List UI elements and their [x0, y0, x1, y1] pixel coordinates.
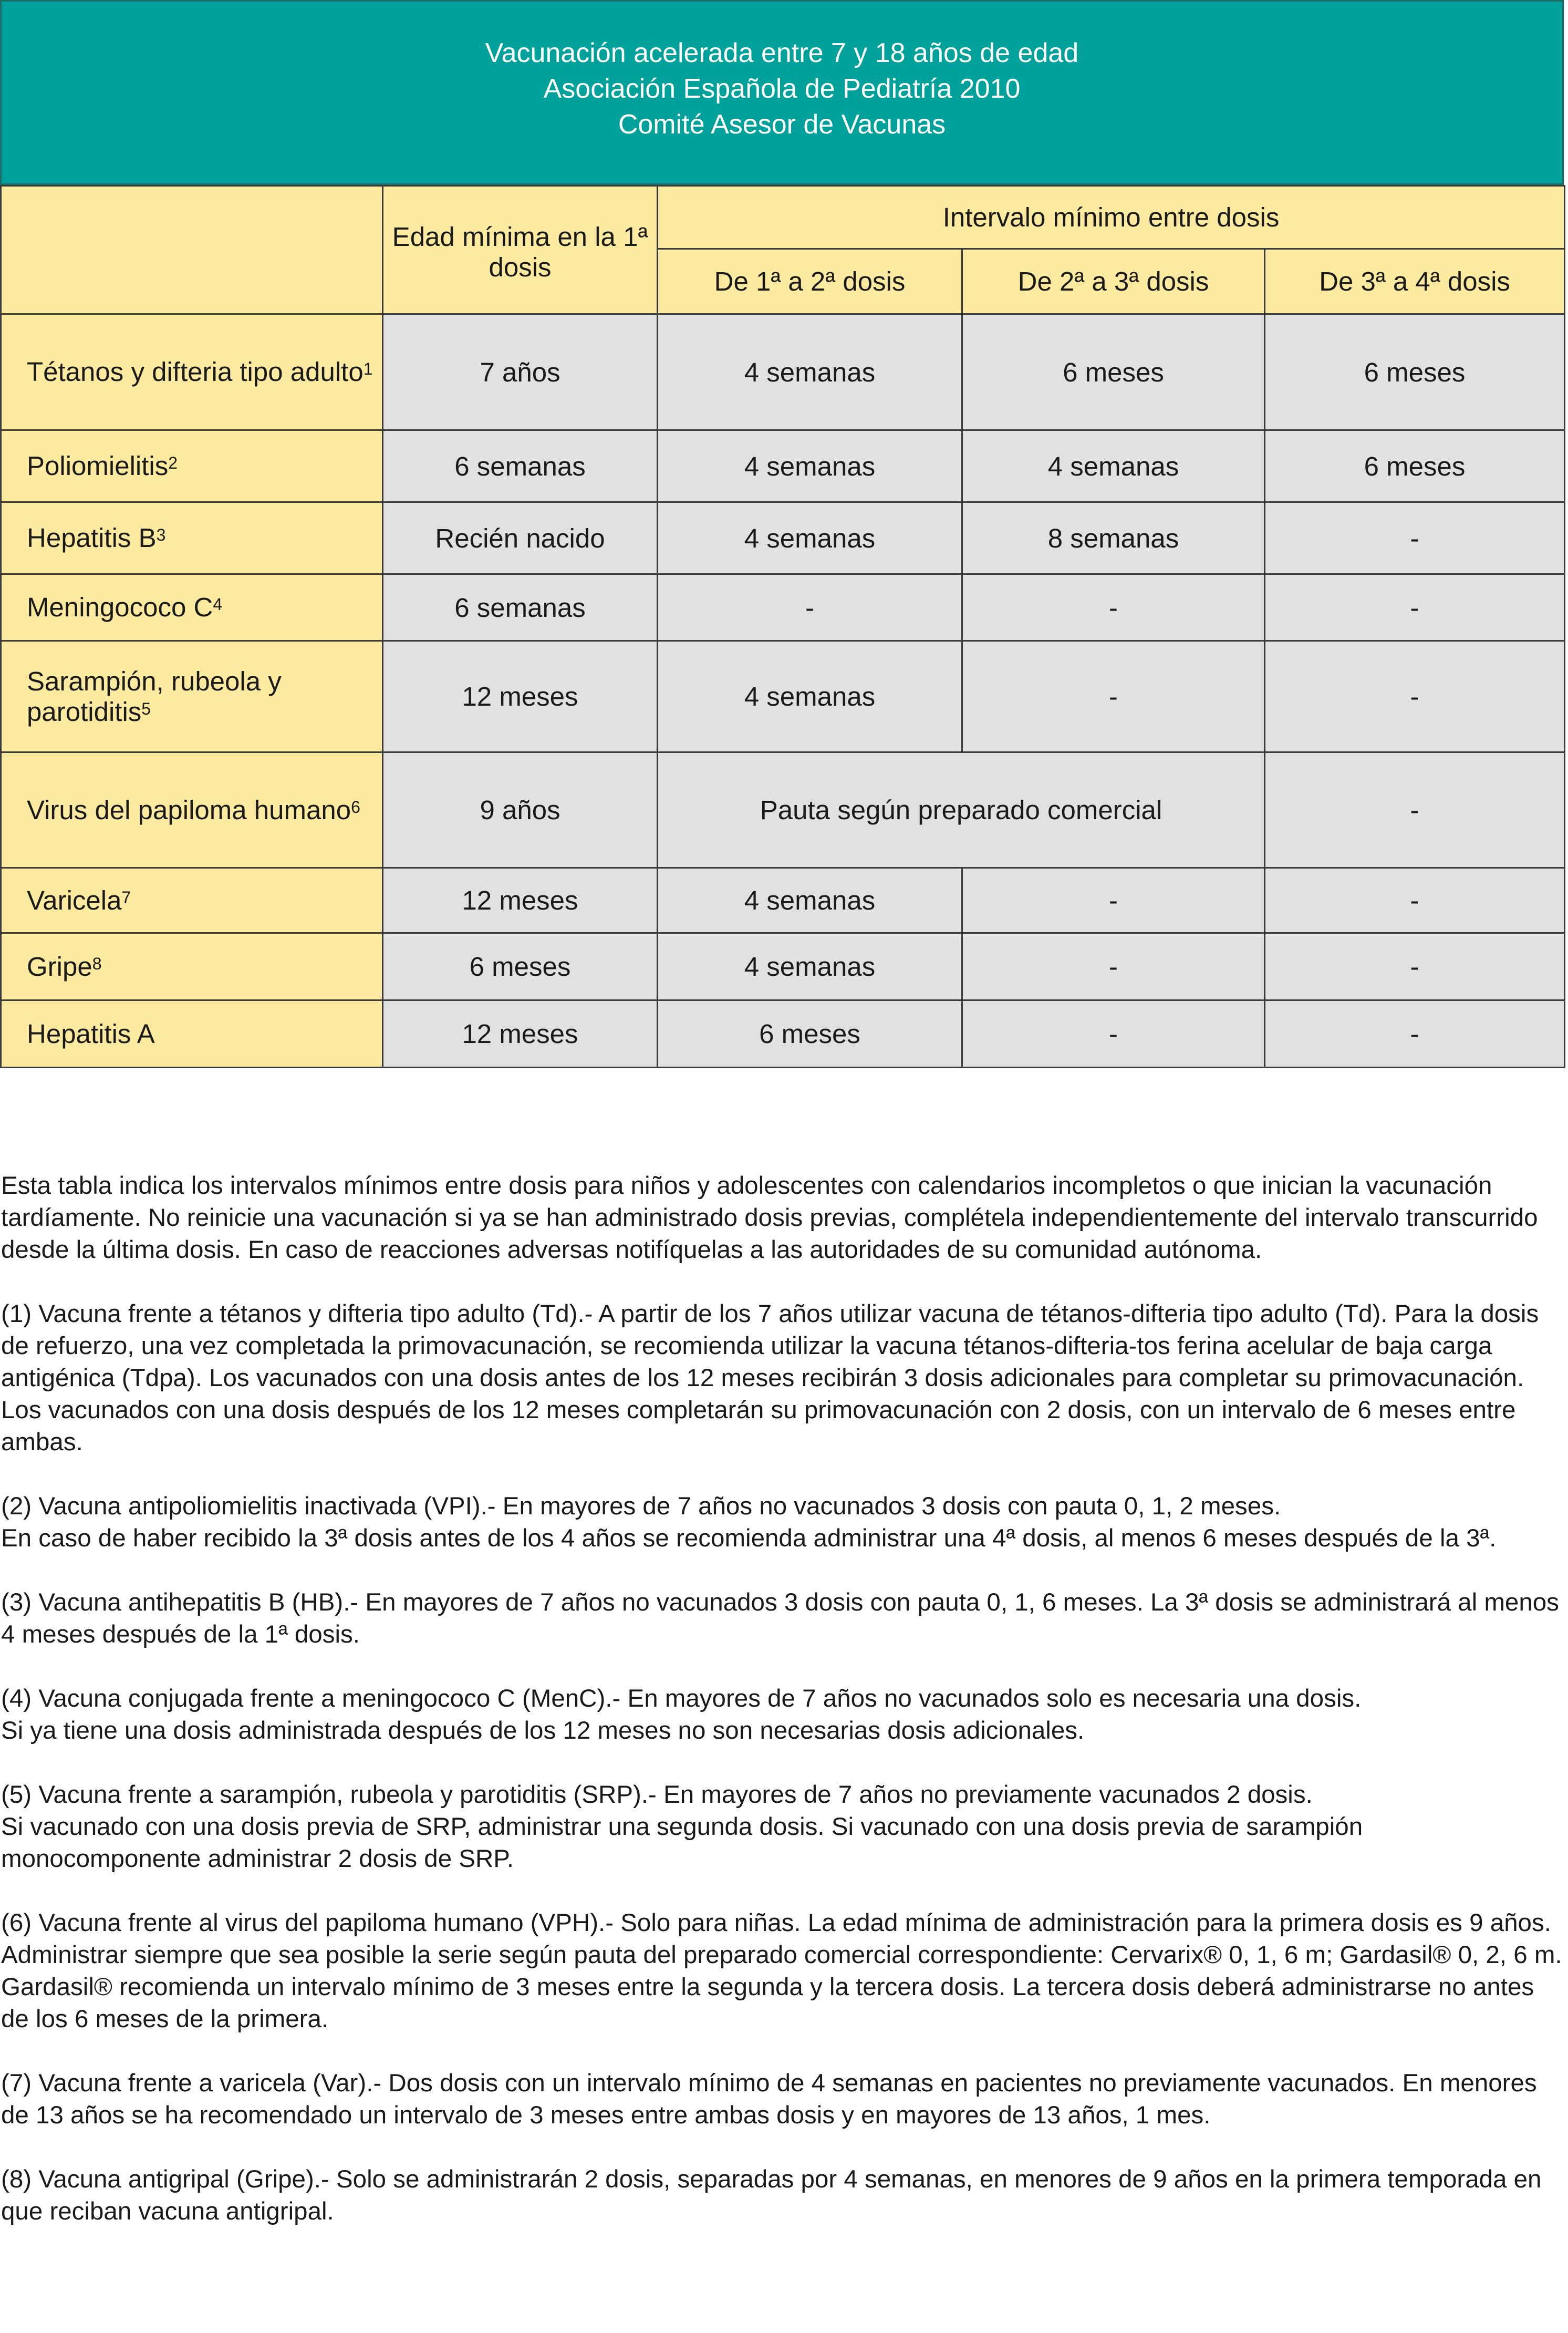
header-dose-3-4: De 3ª a 4ª dosis [1265, 249, 1565, 314]
row-label: Poliomielitis$^2$ [1, 430, 383, 502]
interval-cell: - [1265, 933, 1565, 1000]
header-dose-1-2: De 1ª a 2ª dosis [658, 249, 962, 314]
footnote-4: (4) Vacuna conjugada frente a meningococo C (MenC).- En mayores de 7 años no vacunados solo es necesaria una dosis. Si ya tiene una dosis administrada después de los 12 meses no son necesarias dosis adicionales. [1, 1685, 1362, 1744]
intro-paragraph: Esta tabla indica los intervalos mínimos entre dosis para niños y adolescentes con calendarios incompletos o que inician la vacunación tardíamente. No reinicie una vacunación si ya se han administrado dosis previas, complétela independientemente del intervalo transcurrido desde la última dosis. En caso de reacciones adversas notifíquelas a las autoridades de su comunidad autónoma. [1, 1172, 1538, 1264]
interval-cell: 4 semanas [658, 430, 962, 502]
header-interval-group: Intervalo mínimo entre dosis [658, 186, 1565, 249]
interval-cell: - [962, 1000, 1265, 1068]
table-row [1, 314, 1565, 430]
interval-cell: 4 semanas [962, 430, 1265, 502]
footnote-1: (1) Vacuna frente a tétanos y difteria tipo adulto (Td).- A partir de los 7 años utilizar vacuna de tétanos-difteria tipo adulto (Td). Para la dosis de refuerzo, una vez completada la primovacunación, se recomienda utilizar la vacuna tétanos-difteria-tos ferina acelular de baja carga antigénica (Tdpa). Los vacunados con una dosis antes de los 12 meses recibirán 3 dosis adicionales para completar su primovacunación. Los vacunados con una dosis después de los 12 meses completarán su primovacunación con 2 dosis, con un intervalo de 6 meses entre ambas. [1, 1300, 1539, 1456]
footnote-6: (6) Vacuna frente al virus del papiloma humano (VPH).- Solo para niñas. La edad mínima de administración para la primera dosis es 9 años. Administrar siempre que sea posible la serie según pauta del preparado comercial correspondiente: Cervarix® 0, 1, 6 m; Gardasil® 0, 2, 6 m. Gardasil® recomienda un intervalo mínimo de 3 meses entre la segunda y la tercera dosis. La tercera dosis deberá administrarse no antes de los 6 meses de la primera. [1, 1909, 1562, 2033]
min-age-cell: 7 años [383, 314, 658, 430]
footnotes [1, 1170, 1566, 2259]
row-label: Hepatitis A [1, 1000, 383, 1068]
interval-cell: - [658, 574, 962, 641]
interval-cell: 8 semanas [962, 502, 1265, 574]
interval-cell: 4 semanas [658, 868, 962, 933]
interval-cell: - [962, 933, 1265, 1000]
interval-cell: 4 semanas [658, 933, 962, 1000]
vaccination-interval-table [0, 185, 1565, 1068]
interval-cell: 4 semanas [658, 502, 962, 574]
header-dose-2-3: De 2ª a 3ª dosis [962, 249, 1265, 314]
table-row [1, 868, 1565, 933]
interval-cell: - [1265, 502, 1565, 574]
interval-cell: - [1265, 868, 1565, 933]
min-age-cell: 6 meses [383, 933, 658, 1000]
table-row [1, 574, 1565, 641]
table-header-banner [0, 0, 1564, 185]
header-corner-cell [1, 186, 383, 314]
interval-cell: 4 semanas [658, 641, 962, 752]
interval-cell: 6 meses [962, 314, 1265, 430]
row-label: Hepatitis $B^3$ [1, 502, 383, 574]
table-row [1, 430, 1565, 502]
table-row [1, 1000, 1565, 1068]
table-row [1, 502, 1565, 574]
row-label: Meningococo $C^4$ [1, 574, 383, 641]
min-age-cell: 12 meses [383, 641, 658, 752]
interval-cell: - [1265, 1000, 1565, 1068]
interval-cell: 6 meses [1265, 430, 1565, 502]
interval-cell: - [962, 574, 1265, 641]
interval-cell: - [1265, 574, 1565, 641]
footnote-7: (7) Vacuna frente a varicela (Var).- Dos dosis con un intervalo mínimo de 4 semanas en pacientes no previamente vacunados. En menores de 13 años se ha recomendado un intervalo de 3 meses entre ambas dosis y en mayores de 13 años, 1 mes. [1, 2069, 1537, 2129]
interval-cell: - [1265, 641, 1565, 752]
interval-cell: - [962, 641, 1265, 752]
row-label: Varicela$^7$ [1, 868, 383, 933]
header-committee: Comité Asesor de Vacunas [618, 109, 946, 140]
table-row [1, 641, 1565, 752]
footnote-3: (3) Vacuna antihepatitis B (HB).- En mayores de 7 años no vacunados 3 dosis con pauta 0, 1, 6 meses. La 3ª dosis se administrará al menos 4 meses después de la 1ª dosis. [1, 1588, 1559, 1648]
table-row [1, 752, 1565, 868]
row-label: Gripe$^8$ [1, 933, 383, 1000]
interval-cell: - [962, 868, 1265, 933]
interval-cell: 6 meses [1265, 314, 1565, 430]
header-min-age: Edad mínima en la 1ª dosis [383, 186, 658, 314]
row-label: Tétanos y difteria tipo adulto$^1$ [1, 314, 383, 430]
interval-cell: 4 semanas [658, 314, 962, 430]
table-row [1, 933, 1565, 1000]
interval-cell: 6 meses [658, 1000, 962, 1068]
min-age-cell: 9 años [383, 752, 658, 868]
footnote-5: (5) Vacuna frente a sarampión, rubeola y parotiditis (SRP).- En mayores de 7 años no previamente vacunados 2 dosis. Si vacunado con una dosis previa de SRP, administrar una segunda dosis. Si vacunado con una dosis previa de sarampión monocomponente administrar 2 dosis de SRP. [1, 1781, 1363, 1873]
min-age-cell: Recién nacido [383, 502, 658, 574]
header-organization: Asociación Española de Pediatría 2010 [543, 74, 1021, 104]
merged-interval-cell: Pauta según preparado comercial [658, 752, 1265, 868]
min-age-cell: 6 semanas [383, 430, 658, 502]
row-label: Virus del papiloma humano$^6$ [1, 752, 383, 868]
interval-cell: - [1265, 752, 1565, 868]
row-label: Sarampión, rubeola y parotiditis$^5$ [1, 641, 383, 752]
min-age-cell: 6 semanas [383, 574, 658, 641]
min-age-cell: 12 meses [383, 868, 658, 933]
footnote-2: (2) Vacuna antipoliomielitis inactivada (VPI).- En mayores de 7 años no vacunados 3 dosis con pauta 0, 1, 2 meses. En caso de haber recibido la 3ª dosis antes de los 4 años se recomienda administrar una 4ª dosis, al menos 6 meses después de la 3ª. [1, 1492, 1497, 1552]
min-age-cell: 12 meses [383, 1000, 658, 1068]
header-title: Vacunación acelerada entre 7 y 18 años de edad [485, 38, 1079, 68]
footnote-8: (8) Vacuna antigripal (Gripe).- Solo se administrarán 2 dosis, separadas por 4 semanas, en menores de 9 años en la primera temporada en que reciban vacuna antigripal. [1, 2165, 1542, 2225]
